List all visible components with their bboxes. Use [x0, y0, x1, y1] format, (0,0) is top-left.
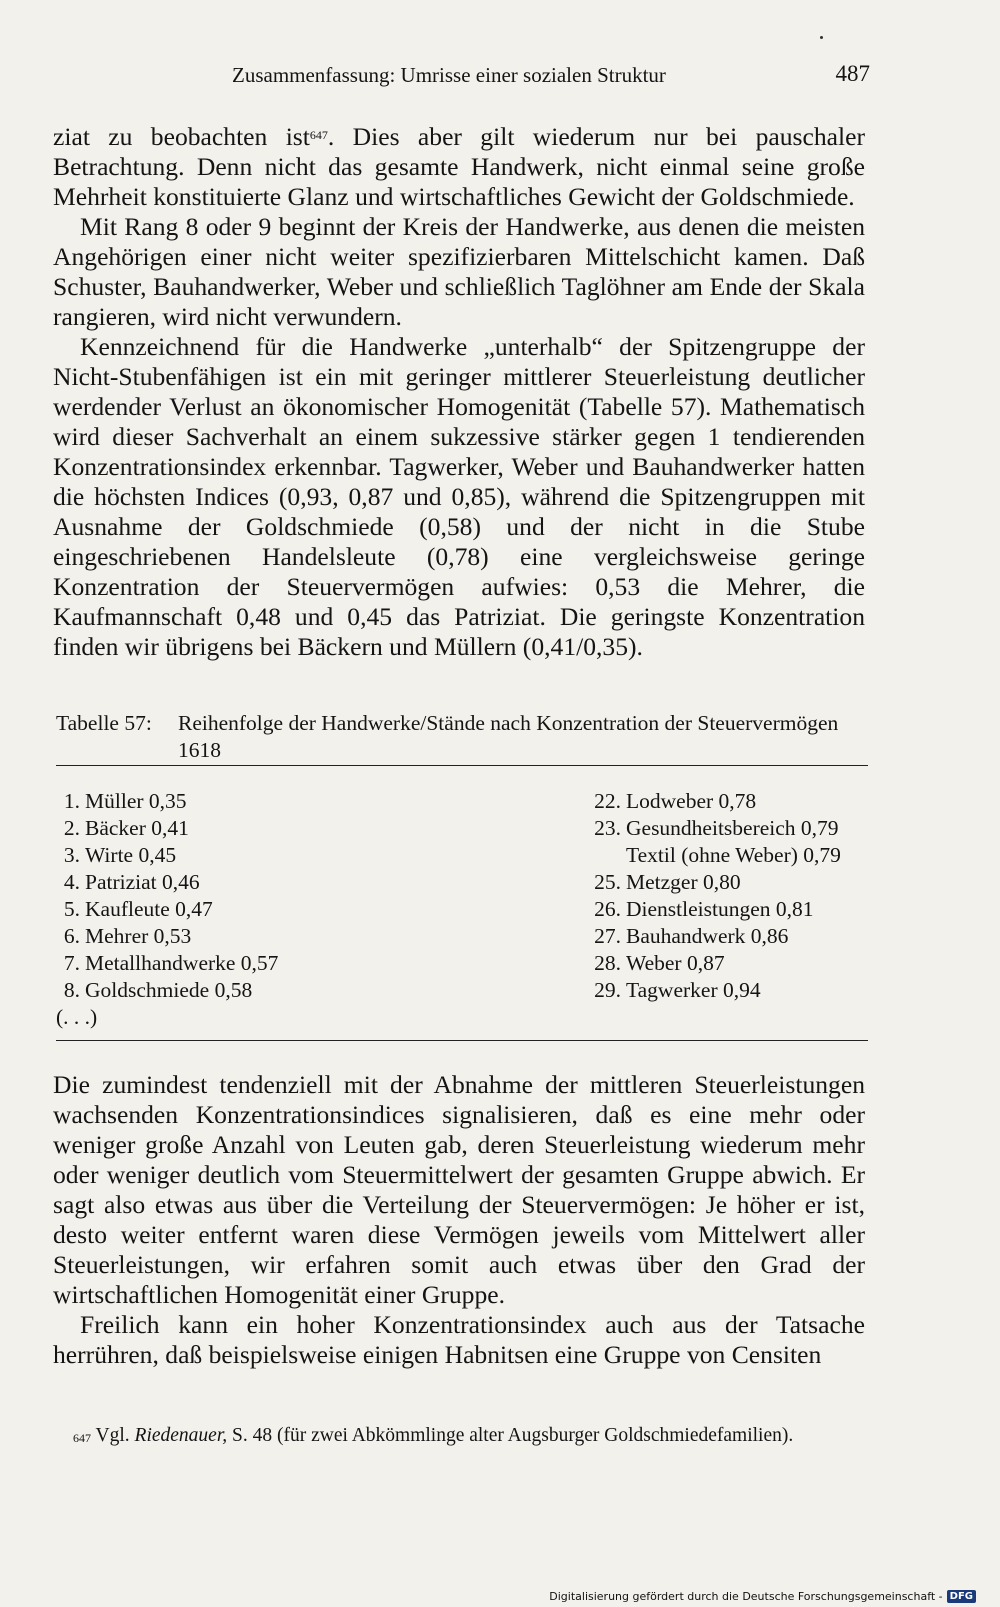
dfg-logo: DFG [947, 1590, 976, 1603]
rank: 22. [594, 789, 621, 813]
rank: 8. [63, 978, 80, 1002]
table-row [56, 788, 278, 815]
page-number: 487 [835, 61, 870, 86]
entry: Kaufleute 0,47 [85, 897, 213, 921]
footnote-author: Riedenauer, [134, 1425, 228, 1446]
table-row [585, 923, 841, 950]
paragraph: Kennzeichnend für die Handwerke „unterhalb“ der Spitzengruppe der Nicht-Stubenfähigen ist ein mit geringer mittlerer Steuerleistung deutlicher werdender Verlust an ökonomischer Homogenität (Tabelle 57). Mathematisch wird dieser Sachverhalt an einem sukzessive stärker gegen 1 tendierenden Konzentrationsindex erkennbar. Tagwerker, Weber und Bauhandwerker hatten die höchsten Indices (0,93, 0,87 und 0,85), während die Spitzengruppen mit Ausnahme der Goldschmiede (0,58) und der nicht in die Stube eingeschriebenen Handelsleute (0,78) eine vergleichsweise geringe Konzentration der Steuervermögen aufwies: 0,53 die Mehrer, die Kaufmannschaft 0,48 und 0,45 das Patriziat. Die geringste Konzentration finden wir übrigens bei Bäckern und Müllern (0,41/0,35). [53, 332, 865, 661]
table-row [56, 896, 278, 923]
entry: Metzger 0,80 [626, 870, 741, 894]
table-row [585, 842, 841, 869]
table-top-rule [56, 765, 868, 766]
rank: 1. [63, 789, 80, 813]
table-row [56, 842, 278, 869]
rank: 4. [63, 870, 80, 894]
table-row [56, 869, 278, 896]
entry: Bäcker 0,41 [85, 816, 189, 840]
table-row [585, 788, 841, 815]
entry: Müller 0,35 [85, 789, 187, 813]
table-caption-text: Reihenfolge der Handwerke/Stände nach Konzentration der Steuervermögen 1618 [178, 711, 839, 762]
body-text-bottom [53, 1070, 865, 1370]
entry: Weber 0,87 [626, 951, 725, 975]
entry: Gesundheitsbereich 0,79 [626, 816, 839, 840]
rank: 7. [63, 951, 80, 975]
table-ellipsis [56, 1004, 278, 1031]
digitization-credit [549, 1590, 976, 1603]
table-row [56, 815, 278, 842]
credit-text: Digitalisierung gefördert durch die Deutsche Forschungsgemeinschaft - [549, 1590, 943, 1603]
table-bottom-rule [56, 1040, 868, 1041]
entry: Textil (ohne Weber) 0,79 [626, 843, 841, 867]
entry: Wirte 0,45 [85, 843, 177, 867]
footnote-number: 647 [73, 1431, 91, 1445]
entry: Tagwerker 0,94 [626, 978, 761, 1002]
table-label: Tabelle 57: [56, 711, 152, 735]
table-row [56, 923, 278, 950]
running-header [232, 63, 870, 93]
footnote-prefix: Vgl. [95, 1425, 130, 1446]
entry: Lodweber 0,78 [626, 789, 757, 813]
rank: 3. [63, 843, 80, 867]
body-text-top [53, 122, 865, 662]
ellipsis: (. . .) [56, 1005, 98, 1029]
table-row [585, 869, 841, 896]
paragraph: Mit Rang 8 oder 9 beginnt der Kreis der Handwerke, aus denen die meisten Angehörigen einer nicht weiter spezifizierbaren Mittelschicht kamen. Daß Schuster, Bauhandwerker, Weber und schließlich Taglöhner am Ende der Skala rangieren, wird nicht verwundern. [53, 212, 865, 331]
footnote [53, 1423, 865, 1449]
table-column-left [56, 788, 278, 1031]
paragraph: Freilich kann ein hoher Konzentrationsindex auch aus der Tatsache herrühren, daß beispielsweise einigen Habnitsen eine Gruppe von Censiten [53, 1310, 865, 1369]
rank: 26. [594, 897, 621, 921]
table-column-right [585, 788, 841, 1004]
paragraph [53, 122, 865, 212]
rank: 23. [594, 816, 621, 840]
rank: 2. [63, 816, 80, 840]
paragraph-text: . Dies aber gilt wiederum nur bei pauschaler Betrachtung. Denn nicht das gesamte Handwerk, nicht einmal seine große Mehrheit konstituierte Glanz und wirtschaftliches Gewicht der Goldschmiede. [53, 122, 865, 211]
entry: Goldschmiede 0,58 [85, 978, 253, 1002]
paragraph-text: ziat zu beobachten ist [53, 122, 310, 151]
entry: Patriziat 0,46 [85, 870, 200, 894]
table-row [585, 896, 841, 923]
table-row [585, 950, 841, 977]
footnote-text: S. 48 (für zwei Abkömmlinge alter Augsburger Goldschmiedefamilien). [232, 1425, 794, 1446]
scan-speck [820, 36, 823, 39]
table-row [56, 950, 278, 977]
table-row [56, 977, 278, 1004]
rank: 6. [63, 924, 80, 948]
entry: Mehrer 0,53 [85, 924, 192, 948]
rank: 27. [594, 924, 621, 948]
rank: 29. [594, 978, 621, 1002]
entry: Metallhandwerke 0,57 [85, 951, 279, 975]
entry: Dienstleistungen 0,81 [626, 897, 814, 921]
rank: 5. [63, 897, 80, 921]
table-caption [56, 710, 868, 764]
paragraph: Die zumindest tendenziell mit der Abnahme der mittleren Steuerleistungen wachsenden Konzentrationsindices signalisieren, daß es eine mehr oder weniger große Anzahl von Leuten gab, deren Steuerleistung wiederum mehr oder weniger deutlich vom Steuermittelwert der gesamten Gruppe abwich. Er sagt also etwas aus über die Verteilung der Steuervermögen: Je höher er ist, desto weiter entfernt waren diese Vermögen jeweils vom Mittelwert aller Steuerleistungen, wir erfahren somit auch etwas über den Grad der wirtschaftlichen Homogenität einer Gruppe. [53, 1070, 865, 1309]
table-row [585, 977, 841, 1004]
rank: 25. [594, 870, 621, 894]
rank: 28. [594, 951, 621, 975]
table-row [585, 815, 841, 842]
footnote-ref: 647 [309, 128, 328, 142]
entry: Bauhandwerk 0,86 [626, 924, 789, 948]
running-title: Zusammenfassung: Umrisse einer sozialen Struktur [232, 63, 666, 87]
